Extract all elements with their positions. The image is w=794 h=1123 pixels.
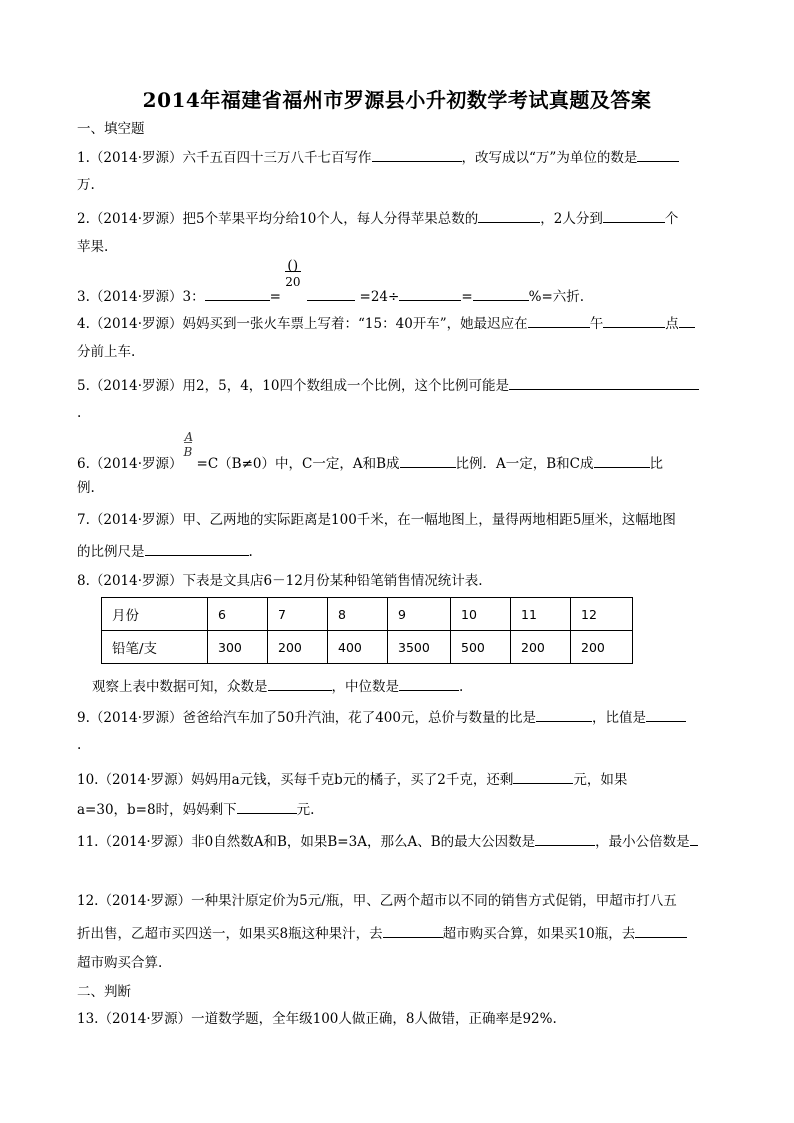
question-4: 4.（2014·罗源）妈妈买到一张火车票上写着：“15：40开车”，她最迟应在 午 点	[77, 313, 695, 333]
table-cell: 300	[208, 631, 268, 664]
fraction: $\frac{()}{20}$	[285, 258, 301, 289]
question-12-cont2: 超市购买合算.	[77, 955, 163, 971]
table-cell: 8	[328, 598, 388, 631]
answer-blank[interactable]	[399, 676, 459, 691]
answer-blank[interactable]	[478, 208, 540, 223]
answer-blank[interactable]	[603, 313, 665, 328]
question-12: 12.（2014·罗源）一种果汁原定价为5元/瓶，甲、乙两个超市以不同的销售方式促销，甲超市打八五	[77, 893, 677, 909]
question-5-cont: .	[77, 405, 82, 421]
answer-blank[interactable]	[145, 541, 249, 556]
answer-blank[interactable]	[383, 923, 443, 938]
table-row	[102, 598, 633, 631]
section-heading: 二、判断	[77, 984, 131, 1000]
answer-blank[interactable]	[509, 375, 699, 390]
table-cell: 200	[511, 631, 571, 664]
question-9: 9.（2014·罗源）爸爸给汽车加了50升汽油，花了400元，总价与数量的比是 ，比值是	[77, 707, 686, 727]
table-row-label: 铅笔/支	[102, 631, 208, 664]
question-8-cont: 观察上表中数据可知，众数是 ，中位数是 .	[92, 676, 463, 696]
answer-blank[interactable]	[372, 147, 462, 162]
question-7-cont: 的比例尺是 .	[77, 541, 253, 561]
answer-blank[interactable]	[205, 286, 270, 301]
question-12-cont: 折出售，乙超市买四送一，如果买8瓶这种果汁，去 超市购买合算，如果买10瓶，去	[77, 923, 687, 943]
table-cell: 10	[451, 598, 511, 631]
table-cell: 7	[268, 598, 328, 631]
question-2: 2.（2014·罗源）把5个苹果平均分给10个人，每人分得苹果总数的 ，2人分到 个	[77, 208, 678, 228]
table-cell: 9	[388, 598, 451, 631]
table-cell: 6	[208, 598, 268, 631]
question-7: 7.（2014·罗源）甲、乙两地的实际距离是100千米，在一幅地图上，量得两地相距5厘米，这幅地图	[77, 512, 676, 528]
question-1: 1.（2014·罗源）六千五百四十三万八千七百写作 ，改写成以“万”为单位的数是	[77, 147, 679, 167]
question-3: 3.（2014·罗源）3： = $\frac{()}{20}$ =24÷ = %=六折.	[77, 258, 585, 305]
page-title: 2014年福建省福州市罗源县小升初数学考试真题及答案	[142, 88, 652, 112]
section-heading: 一、填空题	[77, 121, 145, 137]
answer-blank[interactable]	[528, 313, 590, 328]
table-row	[102, 631, 633, 664]
table-header-label: 月份	[102, 598, 208, 631]
answer-blank[interactable]	[679, 313, 695, 328]
table-cell: 200	[571, 631, 633, 664]
question-9-cont: .	[77, 737, 82, 753]
table-cell: 400	[328, 631, 388, 664]
question-11: 11.（2014·罗源）非0自然数A和B，如果B=3A，那么A、B的最大公因数是 ，最小公倍数是	[77, 831, 698, 851]
answer-blank[interactable]	[399, 286, 461, 301]
table-cell: 3500	[388, 631, 451, 664]
answer-blank[interactable]	[268, 676, 332, 691]
table-cell: 500	[451, 631, 511, 664]
answer-blank[interactable]	[237, 799, 297, 814]
answer-blank[interactable]	[603, 208, 665, 223]
table-cell: 200	[268, 631, 328, 664]
question-6-cont: 例.	[77, 480, 95, 496]
answer-blank[interactable]	[594, 453, 650, 468]
answer-blank[interactable]	[536, 707, 592, 722]
answer-blank[interactable]	[473, 286, 529, 301]
answer-blank[interactable]	[635, 923, 687, 938]
sales-table	[101, 597, 633, 664]
answer-blank[interactable]	[400, 453, 456, 468]
question-10: 10.（2014·罗源）妈妈用a元钱，买每千克b元的橘子，买了2千克，还剩 元，如果	[77, 769, 627, 789]
answer-blank[interactable]	[646, 707, 686, 722]
fraction: $\frac{A}{B}$	[183, 430, 194, 459]
answer-blank[interactable]	[535, 831, 595, 846]
question-13: 13.（2014·罗源）一道数学题，全年级100人做正确，8人做错，正确率是92%.	[77, 1011, 557, 1027]
answer-blank[interactable]	[307, 286, 355, 301]
answer-blank[interactable]	[513, 769, 573, 784]
question-8: 8.（2014·罗源）下表是文具店6－12月份某种铅笔销售情况统计表.	[77, 573, 483, 589]
question-1-cont: 万.	[77, 177, 95, 193]
table-cell: 11	[511, 598, 571, 631]
answer-blank[interactable]	[637, 147, 679, 162]
question-2-cont: 苹果.	[77, 239, 109, 255]
question-6: 6.（2014·罗源） $\frac{A}{B}$ =C（B≠0）中，C一定，A和B成 比例．A一定，B和C成 比	[77, 430, 663, 472]
question-5: 5.（2014·罗源）用2，5，4，10四个数组成一个比例，这个比例可能是	[77, 375, 699, 395]
table-cell: 12	[571, 598, 633, 631]
answer-blank[interactable]	[690, 831, 698, 846]
question-4-cont: 分前上车.	[77, 344, 136, 360]
question-10-cont: a=30，b=8时，妈妈剩下 元.	[77, 799, 314, 819]
